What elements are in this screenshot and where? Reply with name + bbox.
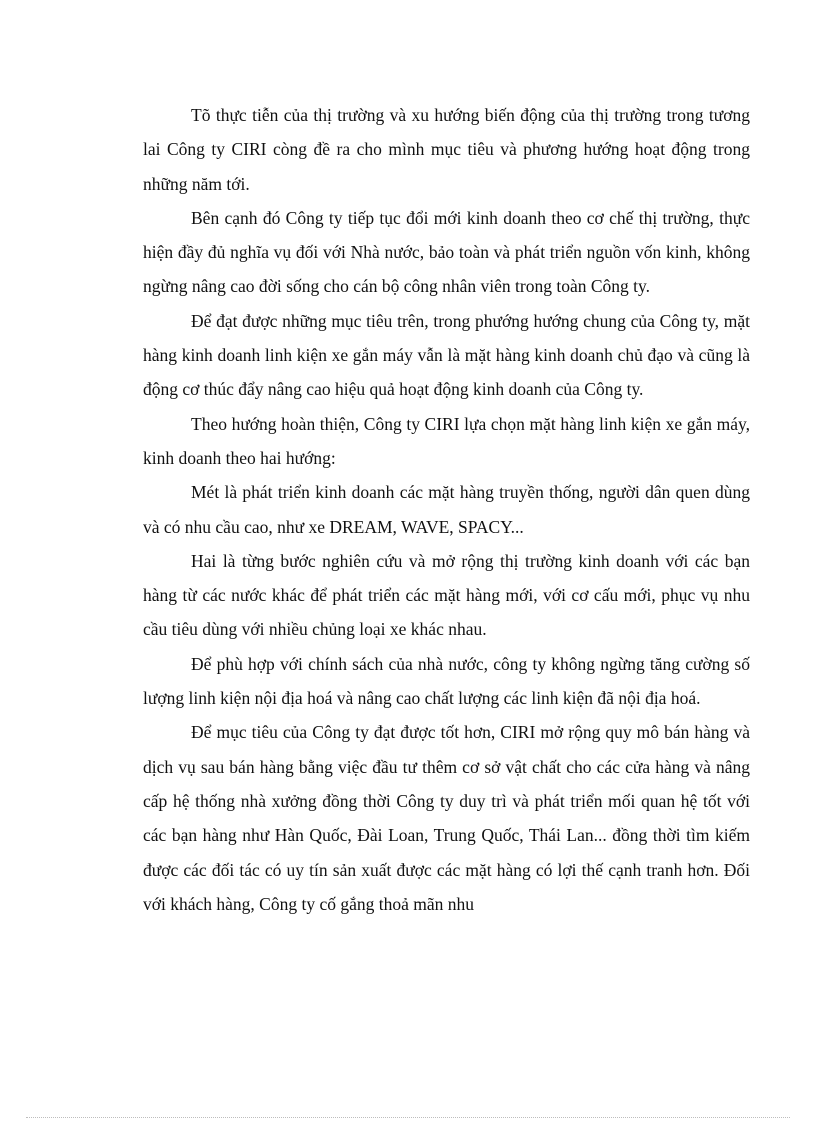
paragraph-localization: Để phù hợp với chính sách của nhà nước, công ty không ngừng tăng cường số lượng linh kiện nội địa hoá và nâng cao chất lượng các linh kiện đã nội địa hoá. <box>143 653 750 709</box>
paragraph-two-directions: Theo hướng hoàn thiện, Công ty CIRI lựa chọn mặt hàng linh kiện xe gắn máy, kinh doanh theo hai hướng: <box>143 413 750 468</box>
paragraph-main-product-line: Để đạt được những mục tiêu trên, trong phướng hướng chung của Công ty, mặt hàng kinh doanh linh kiện xe gắn máy vẫn là mặt hàng kinh doanh chủ đạo và cũng là động cơ thúc đẩy nâng cao hiệu quả hoạt động kinh doanh của Công ty. <box>143 310 750 400</box>
paragraph-business-renewal: Bên cạnh đó Công ty tiếp tục đổi mới kinh doanh theo cơ chế thị trường, thực hiện đầy đủ nghĩa vụ đối với Nhà nước, bảo toàn và phát triển nguồn vốn kinh, không ngừng nâng cao đời sống cho cán bộ công nhân viên trong toàn Công ty. <box>143 207 750 297</box>
document-body <box>143 98 750 921</box>
paragraph-market-direction: Tõ thực tiễn của thị trường và xu hướng biến động của thị trường trong tương lai Công ty CIRI còng đề ra cho mình mục tiêu và phương hướng hoạt động trong những năm tới. <box>143 105 750 194</box>
paragraph-direction-one: Mét là phát triển kinh doanh các mặt hàng truyền thống, người dân quen dùng và có nhu cầu cao, như xe DREAM, WAVE, SPACY... <box>143 482 750 537</box>
paragraph-direction-two: Hai là từng bước nghiên cứu và mở rộng thị trường kinh doanh với các bạn hàng từ các nước khác để phát triển các mặt hàng mới, với cơ cấu mới, phục vụ nhu cầu tiêu dùng với nhiều chủng loại xe khác nhau. <box>143 550 750 640</box>
page-bottom-divider <box>26 1117 790 1118</box>
paragraph-expansion: Để mục tiêu của Công ty đạt được tốt hơn, CIRI mở rộng quy mô bán hàng và dịch vụ sau bán hàng bằng việc đầu tư thêm cơ sở vật chất cho các cửa hàng và nâng cấp hệ thống nhà xưởng đồng thời Công ty duy trì và phát triển mối quan hệ tốt với các bạn hàng như Hàn Quốc, Đài Loan, Trung Quốc, Thái Lan... đồng thời tìm kiếm được các đối tác có uy tín sản xuất được các mặt hàng có lợi thế cạnh tranh hơn. Đối với khách hàng, Công ty cố gắng thoả mãn nhu <box>143 722 750 914</box>
